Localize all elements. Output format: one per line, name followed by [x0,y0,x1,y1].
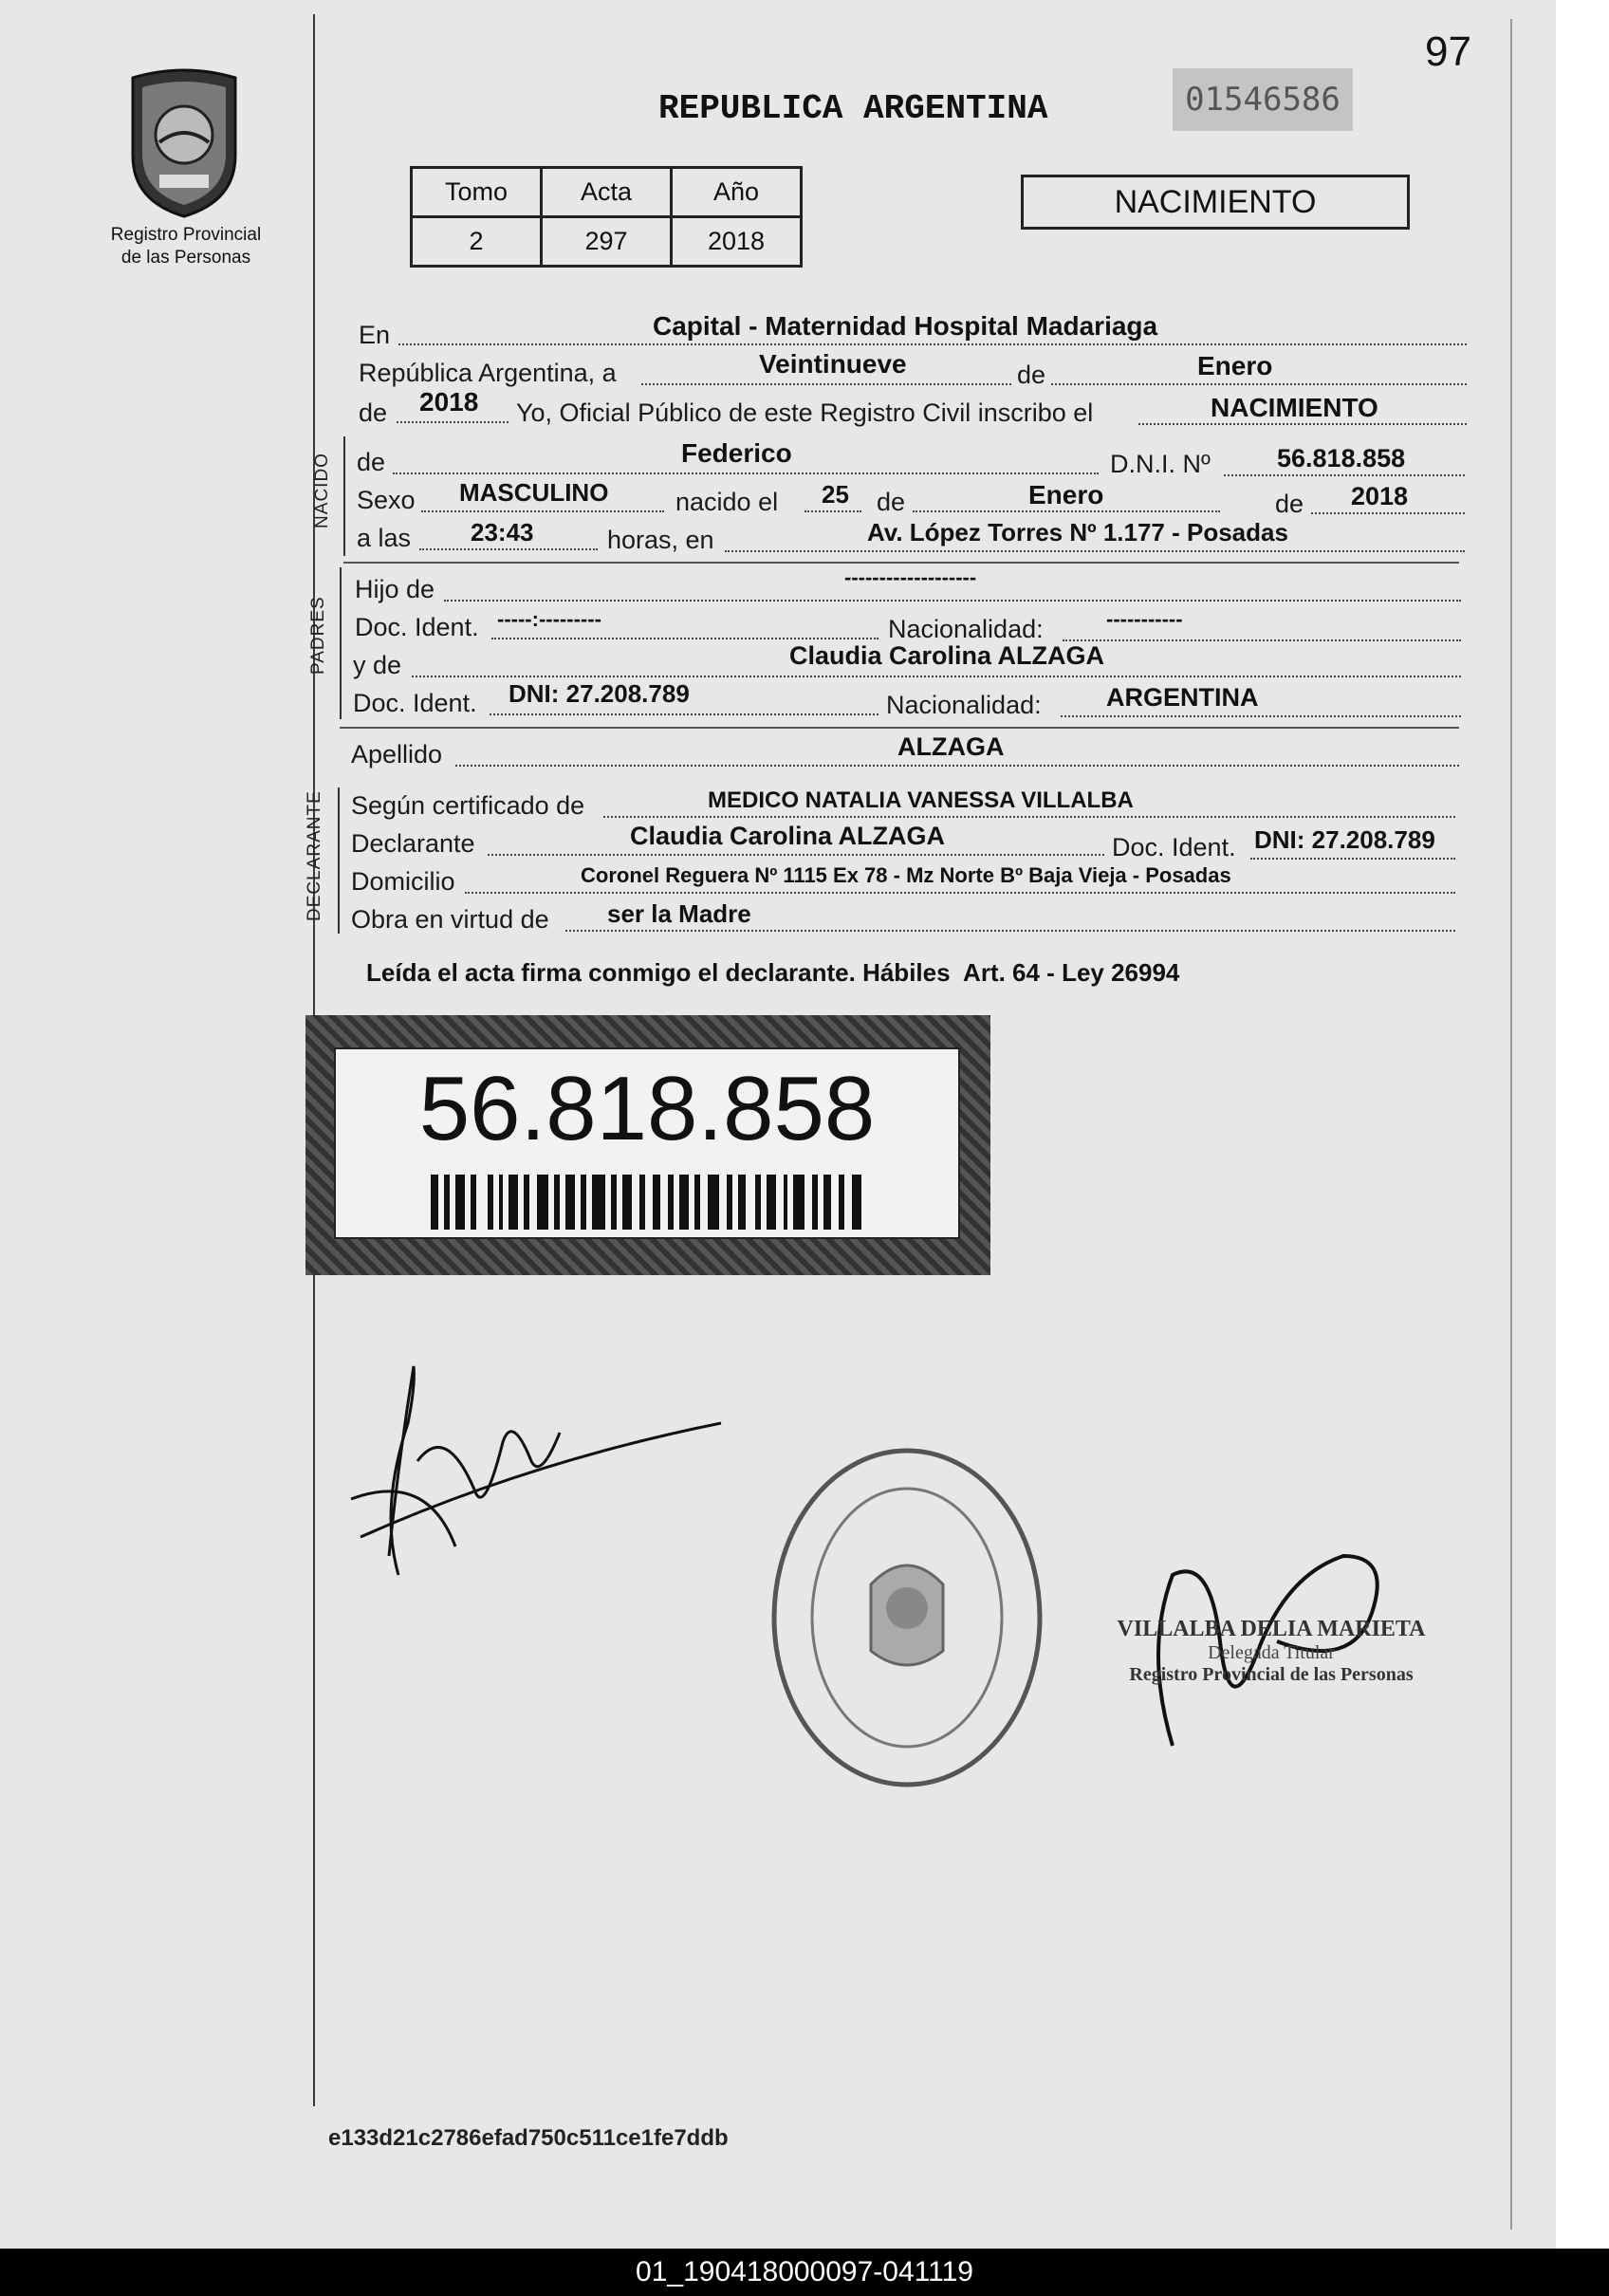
dotted-line [1063,639,1461,641]
right-edge-line [1510,19,1512,2230]
dotted-line [1061,715,1461,717]
father-name: ------------------- [844,565,977,589]
certifying-doctor: MEDICO NATALIA VANESSA VILLALBA [708,787,1134,813]
dotted-line [455,765,1459,767]
acta-value: 297 [542,217,672,267]
file-name: 01_190418000097-041119 [636,2256,973,2287]
dotted-line [1224,474,1465,476]
province-seal-icon [121,68,247,220]
de-label: de [877,488,906,516]
dotted-line [603,816,1455,818]
tomo-value: 2 [412,217,542,267]
declarant-address: Coronel Reguera Nº 1115 Ex 78 - Mz Norte Bº Baja Vieja - Posadas [581,863,1231,887]
dotted-line [1138,423,1467,425]
filename-bar [0,2249,1609,2296]
dotted-line [725,550,1465,552]
doc-ident-label: Doc. Ident. [1112,833,1236,861]
nacido-bracket [343,436,345,556]
dotted-line [465,892,1455,894]
registration-day: Veintinueve [759,349,907,379]
y-de-label: y de [353,651,402,679]
acta-header: Acta [542,168,672,217]
dotted-line [804,510,861,512]
birth-day: 25 [822,480,849,509]
section-divider [343,562,1459,564]
dotted-line [393,472,1099,474]
father-doc: -----:--------- [497,607,601,631]
ano-value: 2018 [672,217,802,267]
domicilio-label: Domicilio [351,867,455,896]
dotted-line [398,343,1467,345]
page-number: 97 [1425,28,1471,75]
section-divider [340,727,1459,729]
hijo-de-label: Hijo de [355,575,435,603]
nacido-el-label: nacido el [675,488,779,516]
nacido-side-label: NACIDO [312,453,332,528]
official-name: VILLALBA DELIA MARIETA [1117,1617,1426,1641]
dotted-line [1051,383,1467,385]
en-label: En [359,321,391,349]
closing-statement: Leída el acta firma conmigo el declarante. Hábiles Art. 64 - Ley 26994 [366,958,1180,987]
birth-time: 23:43 [471,518,534,546]
doc-ident-label: Doc. Ident. [355,613,479,641]
de-label: de [1017,361,1046,389]
father-nationality: ----------- [1106,607,1183,631]
birth-year: 2018 [1351,482,1409,510]
a-las-label: a las [357,524,412,552]
registration-month: Enero [1197,351,1273,380]
dotted-line [491,638,878,639]
child-name: Federico [681,438,792,468]
record-type-box: NACIMIENTO [1021,175,1410,230]
official-role: Delegada Titular [1208,1642,1335,1663]
doc-ident-label: Doc. Ident. [353,689,477,717]
declarante-side-label: DECLARANTE [305,790,324,921]
dotted-line [412,676,1461,677]
dotted-line [1311,512,1465,514]
registry-line-2: de las Personas [120,248,251,268]
surname: ALZAGA [897,732,1005,761]
dotted-line [444,600,1461,602]
declarant-name: Claudia Carolina ALZAGA [630,822,946,850]
serial-number: 01546586 [1173,68,1353,131]
padres-side-label: PADRES [308,596,328,675]
registry-name [91,224,281,269]
sexo-label: Sexo [357,486,416,514]
officer-statement: Yo, Oficial Público de este Registro Civil inscribo el [516,398,1094,427]
nacionalidad-label: Nacionalidad: [886,691,1042,719]
birth-month: Enero [1028,480,1104,509]
republic-label: República Argentina, a [359,359,617,387]
dotted-line [490,713,878,715]
dni-stub [305,1015,990,1275]
dotted-line [913,510,1220,512]
mother-name: Claudia Carolina ALZAGA [789,641,1105,670]
dni-stub-inner [334,1047,960,1239]
tomo-header: Tomo [412,168,542,217]
declarant-signature [342,1347,740,1613]
dotted-line [397,421,509,423]
mother-doc: DNI: 27.208.789 [509,679,690,708]
dotted-line [565,930,1455,932]
registration-year: 2018 [419,387,479,417]
birth-place: Av. López Torres Nº 1.177 - Posadas [867,518,1288,546]
apellido-label: Apellido [351,740,443,768]
de-label: de [357,448,386,476]
dni-label: D.N.I. Nº [1110,450,1211,478]
registry-line-1: Registro Provincial [110,225,262,245]
nacionalidad-label: Nacionalidad: [888,615,1044,643]
declarante-bracket [338,787,340,934]
dotted-line [488,854,1104,856]
child-dni: 56.818.858 [1277,444,1406,472]
official-office: Registro Provincial de las Personas [1129,1664,1414,1685]
dotted-line [1250,858,1455,860]
horas-en-label: horas, en [607,526,714,554]
inscription-type: NACIMIENTO [1211,393,1378,422]
dni-stub-number: 56.818.858 [418,1058,876,1159]
dotted-line [421,510,664,512]
registration-place: Capital - Maternidad Hospital Madariaga [653,311,1158,341]
declarant-doc: DNI: 27.208.789 [1254,825,1435,854]
de-label: de [1275,490,1304,518]
de-label: de [359,398,388,427]
child-sex: MASCULINO [459,478,609,507]
record-number-table [410,166,803,268]
dotted-line [419,548,598,550]
declarante-label: Declarante [351,829,475,858]
country-title: REPUBLICA ARGENTINA [658,89,1048,128]
dotted-line [641,383,1011,385]
declarant-capacity: ser la Madre [607,899,751,928]
obra-label: Obra en virtud de [351,905,549,934]
official-block [1110,1617,1433,1686]
mother-nationality: ARGENTINA [1106,683,1259,712]
certificado-label: Según certificado de [351,791,585,820]
padres-bracket [340,567,342,719]
document-hash: e133d21c2786efad750c511ce1fe7ddb [328,2125,729,2151]
ano-header: Año [672,168,802,217]
official-stamp [767,1442,1047,1793]
